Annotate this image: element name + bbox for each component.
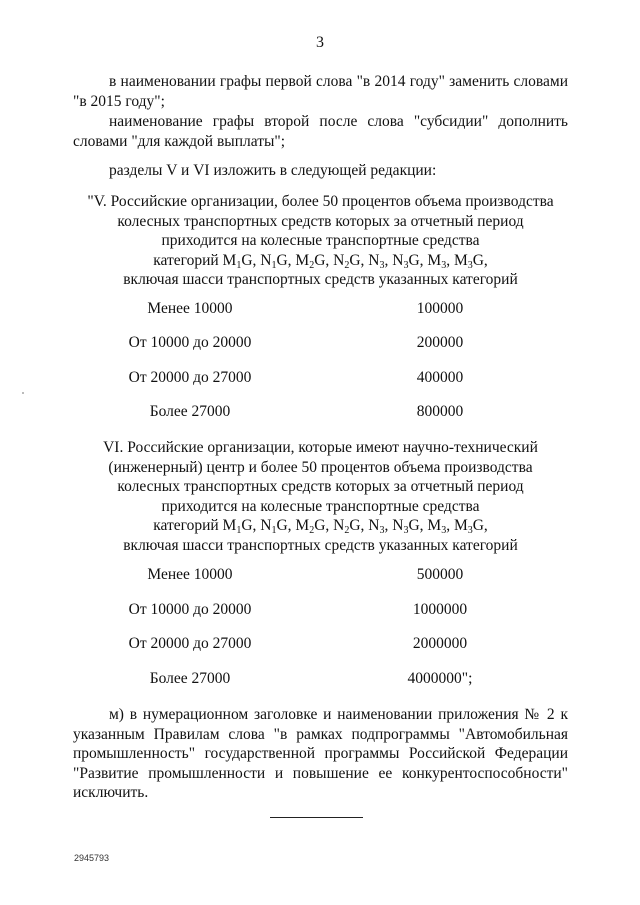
range-cell: Менее 10000	[147, 300, 233, 317]
section-5-heading-line: "V. Российские организации, более 50 процентов объема производства	[87, 193, 554, 210]
section-6-heading-line: VI. Российские организации, которые имеют научно-технический	[103, 439, 538, 456]
section-6-heading-line: приходится на колесные транспортные средства	[161, 497, 480, 515]
range-cell: Более 27000	[149, 403, 231, 420]
table-row	[0, 403, 640, 423]
margin-mark	[22, 392, 24, 394]
value-cell: 800000	[416, 403, 464, 420]
page-number: 3	[316, 34, 324, 51]
value-cell: 2000000	[412, 635, 468, 652]
table-row	[0, 670, 640, 690]
table-row	[0, 334, 640, 354]
value-cell: 400000	[416, 369, 464, 386]
paragraph-sections-intro: разделы V и VI изложить в следующей редакции:	[109, 162, 437, 179]
range-cell: От 20000 до 27000	[128, 369, 252, 386]
value-cell: 100000	[416, 300, 464, 317]
value-cell: 4000000";	[407, 670, 473, 687]
section-6-heading-line: (инженерный) центр и более 50 процентов объема производства	[108, 458, 533, 476]
section-5-categories-line: категорий $M_1G$, $N_1G$, $M_2G$, $N_2G$, $N_3$, $N_3G$, $M_3$, $M_3G$,	[153, 251, 488, 271]
value-cell: 1000000	[412, 601, 468, 618]
divider-line	[270, 817, 363, 818]
table-row	[0, 601, 640, 621]
table-row	[0, 566, 640, 586]
range-cell: От 20000 до 27000	[128, 635, 252, 652]
table-row	[0, 369, 640, 389]
section-6-heading-line: включая шасси транспортных средств указанных категорий	[123, 536, 518, 554]
range-cell: От 10000 до 20000	[128, 334, 252, 351]
value-cell: 500000	[416, 566, 464, 583]
value-cell: 200000	[416, 334, 464, 351]
section-5-heading-line: включая шасси транспортных средств указанных категорий	[123, 271, 518, 288]
section-5-heading	[73, 192, 568, 290]
section-5-heading-line: колесных транспортных средств которых за отчетный период	[117, 212, 524, 230]
document-number: 2945793	[74, 853, 110, 863]
range-cell: Менее 10000	[147, 566, 233, 583]
paragraph-graph1: в наименовании графы первой слова "в 2014 году" заменить словами "в 2015 году";	[73, 73, 568, 110]
section-6-heading	[73, 438, 568, 555]
table-row	[0, 300, 640, 320]
section-6-heading-line: колесных транспортных средств которых за отчетный период	[117, 478, 524, 495]
paragraph-graph2: наименование графы второй после слова "субсидии" дополнить словами "для каждой выплаты";	[73, 113, 568, 150]
range-cell: От 10000 до 20000	[128, 601, 252, 618]
section-5-heading-line: приходится на колесные транспортные средства	[161, 232, 480, 249]
table-row	[0, 635, 640, 655]
range-cell: Более 27000	[149, 670, 231, 687]
paragraph-m: м) в нумерационном заголовке и наименовании приложения № 2 к указанным Правилам слова "в рамках подпрограммы "Автомобильная промышленность" государственной программы Российской Федерации "Развитие промышленности и повышение ее конкурентоспособности" исключить.	[73, 706, 568, 801]
section-6-categories-line: категорий $M_1G$, $N_1G$, $M_2G$, $N_2G$, $N_3$, $N_3G$, $M_3$, $M_3G$,	[153, 517, 488, 536]
